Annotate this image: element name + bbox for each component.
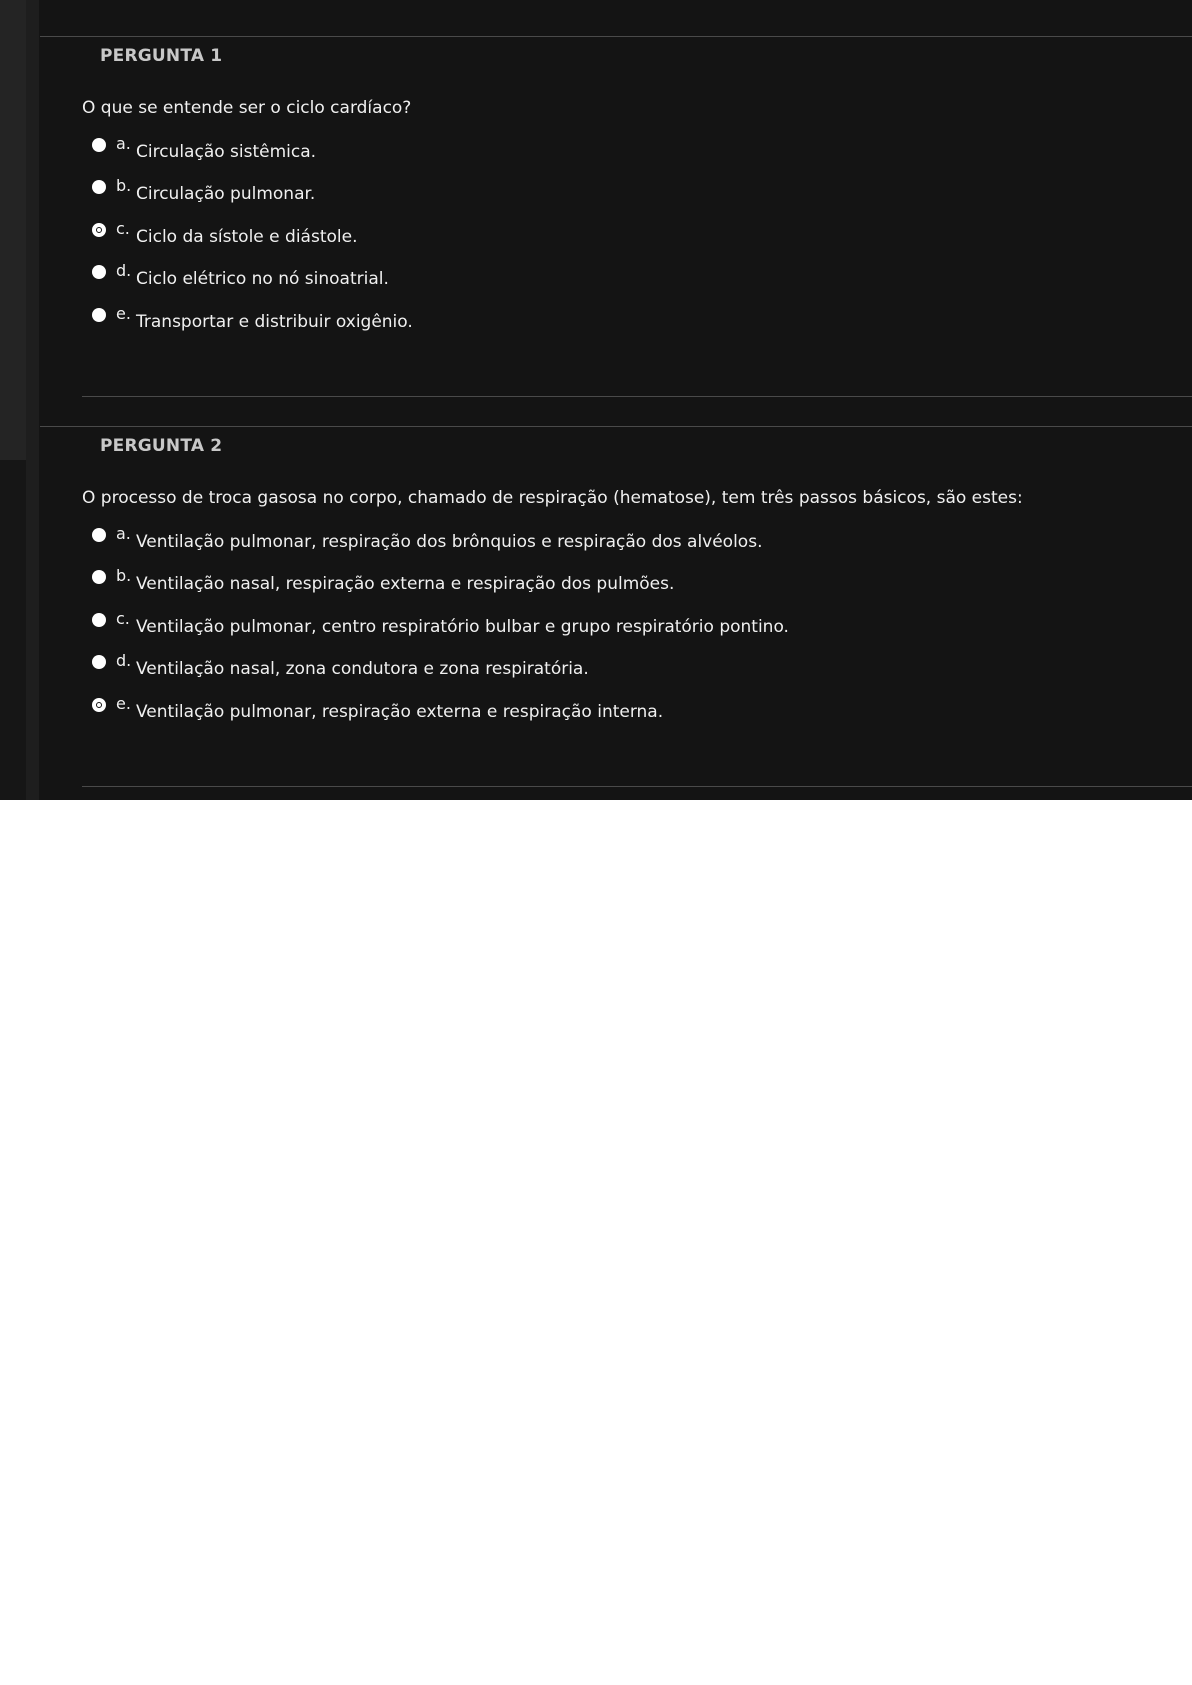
question-2-option-b[interactable] bbox=[92, 568, 1092, 598]
question-text: O processo de troca gasosa no corpo, chamado de respiração (hematose), tem três passos básicos, são estes: bbox=[82, 488, 1023, 508]
sidebar-divider bbox=[26, 0, 39, 800]
radio-button[interactable] bbox=[92, 655, 106, 669]
radio-button-selected[interactable] bbox=[92, 698, 106, 712]
option-letter: d. bbox=[116, 651, 132, 670]
radio-button[interactable] bbox=[92, 265, 106, 279]
option-text: Ventilação nasal, respiração externa e respiração dos pulmões. bbox=[136, 574, 675, 594]
question-1 bbox=[40, 36, 1192, 396]
question-1-option-b[interactable] bbox=[92, 178, 1092, 208]
radio-button[interactable] bbox=[92, 570, 106, 584]
question-2 bbox=[40, 426, 1192, 786]
option-letter: e. bbox=[116, 694, 131, 713]
question-1-option-c[interactable] bbox=[92, 221, 1092, 251]
question-1-option-d[interactable] bbox=[92, 263, 1092, 293]
quiz-screen bbox=[0, 0, 1192, 800]
radio-button[interactable] bbox=[92, 180, 106, 194]
option-text: Ventilação pulmonar, centro respiratório bulbar e grupo respiratório pontino. bbox=[136, 617, 789, 637]
question-2-option-d[interactable] bbox=[92, 653, 1092, 683]
radio-button[interactable] bbox=[92, 138, 106, 152]
option-text: Circulação pulmonar. bbox=[136, 184, 316, 204]
option-text: Ventilação pulmonar, respiração externa e respiração interna. bbox=[136, 702, 664, 722]
radio-button[interactable] bbox=[92, 528, 106, 542]
left-sidebar bbox=[0, 0, 26, 460]
option-text: Circulação sistêmica. bbox=[136, 142, 317, 162]
option-letter: b. bbox=[116, 176, 132, 195]
option-text: Transportar e distribuir oxigênio. bbox=[136, 312, 413, 332]
left-sidebar-lower bbox=[0, 460, 26, 800]
option-text: Ventilação pulmonar, respiração dos brônquios e respiração dos alvéolos. bbox=[136, 532, 763, 552]
question-2-option-e[interactable] bbox=[92, 696, 1092, 726]
question-1-bottom-divider bbox=[82, 396, 1192, 397]
question-title: PERGUNTA 1 bbox=[100, 46, 223, 66]
question-text: O que se entende ser o ciclo cardíaco? bbox=[82, 98, 412, 118]
radio-button[interactable] bbox=[92, 613, 106, 627]
option-letter: e. bbox=[116, 304, 131, 323]
option-letter: b. bbox=[116, 566, 132, 585]
question-title: PERGUNTA 2 bbox=[100, 436, 223, 456]
question-2-option-a[interactable] bbox=[92, 526, 1092, 556]
option-text: Ciclo elétrico no nó sinoatrial. bbox=[136, 269, 389, 289]
question-1-option-e[interactable] bbox=[92, 306, 1092, 336]
option-text: Ventilação nasal, zona condutora e zona respiratória. bbox=[136, 659, 589, 679]
option-letter: c. bbox=[116, 609, 130, 628]
radio-button[interactable] bbox=[92, 308, 106, 322]
option-text: Ciclo da sístole e diástole. bbox=[136, 227, 358, 247]
option-letter: a. bbox=[116, 134, 131, 153]
question-2-option-c[interactable] bbox=[92, 611, 1092, 641]
question-2-bottom-divider bbox=[82, 786, 1192, 787]
option-letter: a. bbox=[116, 524, 131, 543]
option-letter: c. bbox=[116, 219, 130, 238]
option-letter: d. bbox=[116, 261, 132, 280]
radio-button-selected[interactable] bbox=[92, 223, 106, 237]
question-1-option-a[interactable] bbox=[92, 136, 1092, 166]
